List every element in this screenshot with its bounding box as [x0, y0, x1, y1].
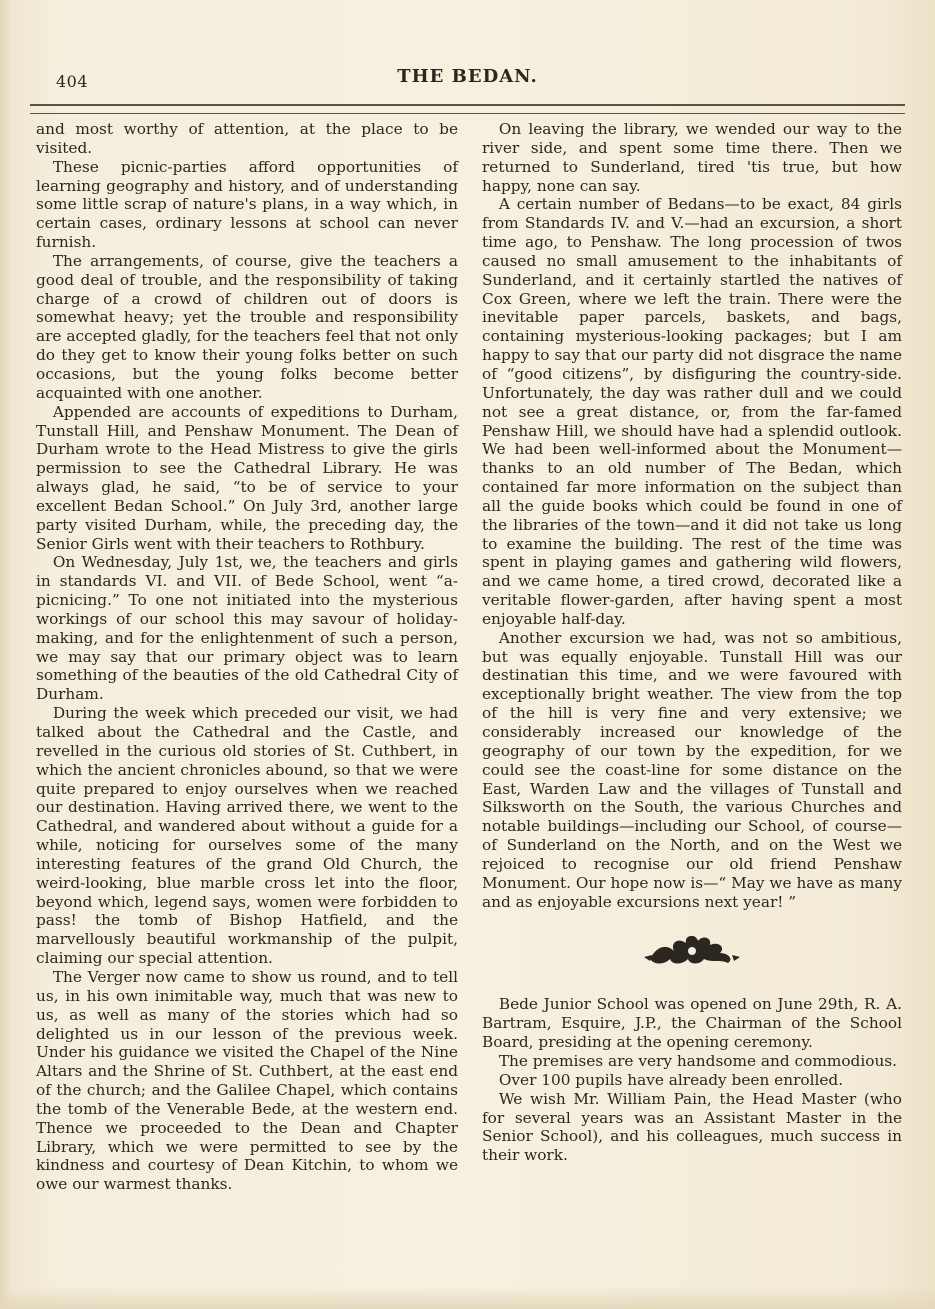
running-header [30, 62, 905, 92]
paragraph: The Verger now came to show us round, and to tell us, in his own inimitable way, much that was new to us, as well as many of the stories which had so delighted us in our lesson of the previous week. Under his guidance we visited the Chapel of the Nine Altars and the Shrine of St. Cuthbert, at the east end of the church; and the Galilee Chapel, which contains the tomb of the Venerable Bede, at the western end. Thence we proceeded to the Dean and Chapter Library, which we were permitted to see by the kindness and courtesy of Dean Kitchin, to whom we owe our warmest thanks. [36, 967, 458, 1194]
floral-ornament-icon [642, 929, 742, 969]
paragraph: and most worthy of attention, at the place to be visited. [36, 120, 458, 157]
right-column [482, 120, 902, 1165]
header-rule [30, 104, 905, 114]
paragraph: The arrangements, of course, give the teachers a good deal of trouble, and the responsibility of taking charge of a crowd of children out of doors is somewhat heavy; yet the trouble and responsibility are accepted gladly, for the teachers feel that not only do they get to know their young folks better on such occasions, but the young folks become better acquainted with one another. [36, 251, 458, 402]
paragraph: A certain number of Bedans—to be exact, 84 girls from Standards IV. and V.—had an excursion, a short time ago, to Penshaw. The long procession of twos caused no small amusement to the inhabitants of Sunderland, and it certainly startled the natives of Cox Green, where we left the train. There were the inevitable paper parcels, baskets, and bags, containing mysterious-looking packages; but I am happy to say that our party did not disgrace the name of “good citizens”, by disfiguring the country-side. Unfortunately, the day was rather dull and we could not see a great distance, or, from the far-famed Penshaw Hill, we should have had a splendid outlook. We had been well-informed about the Monument—thanks to an old number of The Bedan, which contained far more information on the subject than all the guide books which could be found in one of the libraries of the town—and it did not take us long to examine the building. The rest of the time was spent in playing games and gathering wild flowers, and we came home, a tired crowd, decorated like a veritable flower-garden, after having spent a most enjoyable half-day. [482, 195, 902, 628]
paragraph: Bede Junior School was opened on June 29th, R. A. Bartram, Esquire, J.P., the Chairman of the School Board, presiding at the opening ceremony. [482, 995, 902, 1052]
page-edge-shadow [0, 0, 12, 1309]
page-number: 404 [56, 72, 89, 91]
paragraph: These picnic-parties afford opportunities of learning geography and history, and of understanding some little scrap of nature's plans, in a way which, in certain cases, ordinary lessons at school can never furnish. [36, 157, 458, 252]
left-column [36, 120, 458, 1194]
paragraph: On Wednesday, July 1st, we, the teachers and girls in standards VI. and VII. of Bede School, went “a-picnicing.” To one not initiated into the mysterious workings of our school this may savour of holiday-making, and for the enlightenment of such a person, we may say that our primary object was to learn something of the beauties of the old Cathedral City of Durham. [36, 553, 458, 704]
paragraph: We wish Mr. William Pain, the Head Master (who for several years was an Assistant Master in the Senior School), and his colleagues, much success in their work. [482, 1089, 902, 1165]
paragraph: On leaving the library, we wended our way to the river side, and spent some time there. Then we returned to Sunderland, tired 'tis true, but how happy, none can say. [482, 120, 902, 195]
paragraph: Over 100 pupils have already been enrolled. [498, 1070, 844, 1089]
paragraph: Appended are accounts of expeditions to Durham, Tunstall Hill, and Penshaw Monument. The Dean of Durham wrote to the Head Mistress to give the girls permission to see the Cathedral Library. He was always glad, he said, “to be of service to your excellent Bedan School.” On July 3rd, another large party visited Durham, while, the preceding day, the Senior Girls went with their teachers to Rothbury. [36, 402, 458, 553]
paragraph: Another excursion we had, was not so ambitious, but was equally enjoyable. Tunstall Hill was our destinatian this time, and we were favoured with exceptionally bright weather. The view from the top of the hill is very fine and very extensive; we considerably increased our knowledge of the geography of our town by the expedition, for we could see the coast-line for some distance on the East, Warden Law and the villages of Tunstall and Silksworth on the South, the various Churches and notable buildings—including our School, of course—of Sunderland on the North, and on the West we rejoiced to recognise our old friend Penshaw Monument. Our hope now is—“ May we have as many and as enjoyable excursions next year! ” [482, 628, 902, 911]
paragraph: During the week which preceded our visit, we had talked about the Cathedral and the Castle, and revelled in the curious old stories of St. Cuthbert, in which the ancient chronicles abound, so that we were quite prepared to enjoy ourselves when we reached our destination. Having arrived there, we went to the Cathedral, and wandered about without a guide for a while, noticing for ourselves some of the many interesting features of the grand Old Church, the weird-looking, blue marble cross let into the floor, beyond which, legend says, women were forbidden to pass! the tomb of Bishop Hatfield, and the marvellously beautiful workmanship of the pulpit, claiming our special attention. [36, 704, 458, 968]
page-bottom-edge [0, 1287, 935, 1309]
running-title: THE BEDAN. [397, 66, 538, 87]
paragraph: The premises are very handsome and commodious. [498, 1051, 898, 1070]
